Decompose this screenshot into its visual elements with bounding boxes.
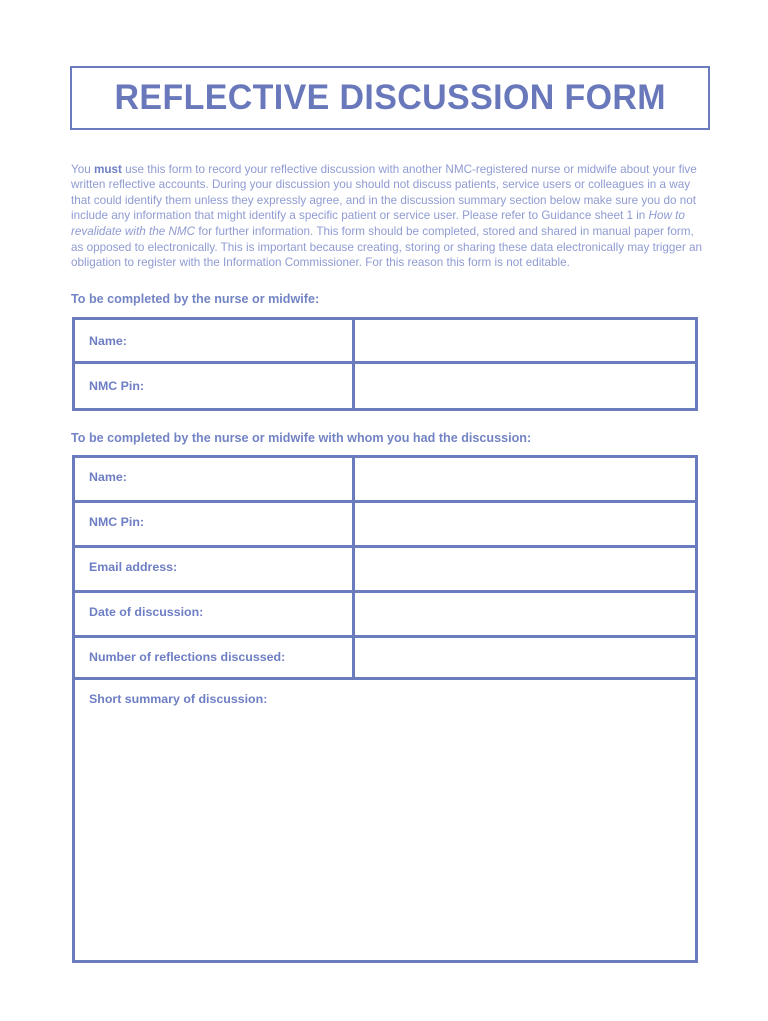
section-heading-nurse: To be completed by the nurse or midwife:: [71, 292, 320, 306]
discussion-partner-details-table: [72, 455, 698, 686]
field-label-name: Name:: [75, 320, 355, 361]
section-heading-discussion-partner: To be completed by the nurse or midwife with whom you had the discussion:: [71, 431, 532, 445]
table-row: [75, 364, 695, 408]
table-row: [75, 548, 695, 593]
field-input-partner-name[interactable]: [355, 458, 695, 500]
field-input-date-of-discussion[interactable]: [355, 593, 695, 635]
table-row: [75, 593, 695, 638]
field-label-partner-email-address: Email address:: [75, 548, 355, 590]
intro-emphasis-must: must: [93, 162, 122, 176]
field-label-date-of-discussion: Date of discussion:: [75, 593, 355, 635]
form-title-banner: [70, 66, 710, 130]
nurse-details-table: [72, 317, 698, 411]
field-input-nmc-pin[interactable]: [355, 364, 695, 408]
field-input-partner-email-address[interactable]: [355, 548, 695, 590]
intro-segment-2: use this form to record your reflective discussion with another NMC-registered nurse or midwife about your five written reflective accounts. During your discussion you should not discuss patients, service users or colleagues in a way that could identify them unless they expressly agree, and in the discussion summary section below make sure you do not include any information that might identify a specific patient or service user. Please refer to Guidance sheet 1 in: [71, 162, 697, 223]
field-label-number-of-reflections-discussed: Number of reflections discussed:: [75, 638, 355, 683]
intro-guidance-title: How to revalidate with the NMC: [71, 209, 685, 239]
table-row: [75, 320, 695, 364]
field-input-partner-nmc-pin[interactable]: [355, 503, 695, 545]
intro-segment-1: You: [71, 162, 94, 176]
page-title: REFLECTIVE DISCUSSION FORM: [114, 78, 666, 117]
intro-segment-3: for further information. This form should be completed, stored and shared in manual paper form, as opposed to electronically. This is important because creating, storing or sharing these data electronically may trigger an obligation to register with the Information Commissioner. For this reason this form is not editable.: [71, 225, 703, 270]
field-label-partner-name: Name:: [75, 458, 355, 500]
short-summary-of-discussion-box[interactable]: [72, 677, 698, 963]
field-input-name[interactable]: [355, 320, 695, 361]
field-label-nmc-pin: NMC Pin:: [75, 364, 355, 408]
field-label-partner-nmc-pin: NMC Pin:: [75, 503, 355, 545]
intro-paragraph: [71, 162, 705, 271]
table-row: [75, 503, 695, 548]
field-label-short-summary: Short summary of discussion:: [89, 692, 268, 706]
table-row: [75, 458, 695, 503]
